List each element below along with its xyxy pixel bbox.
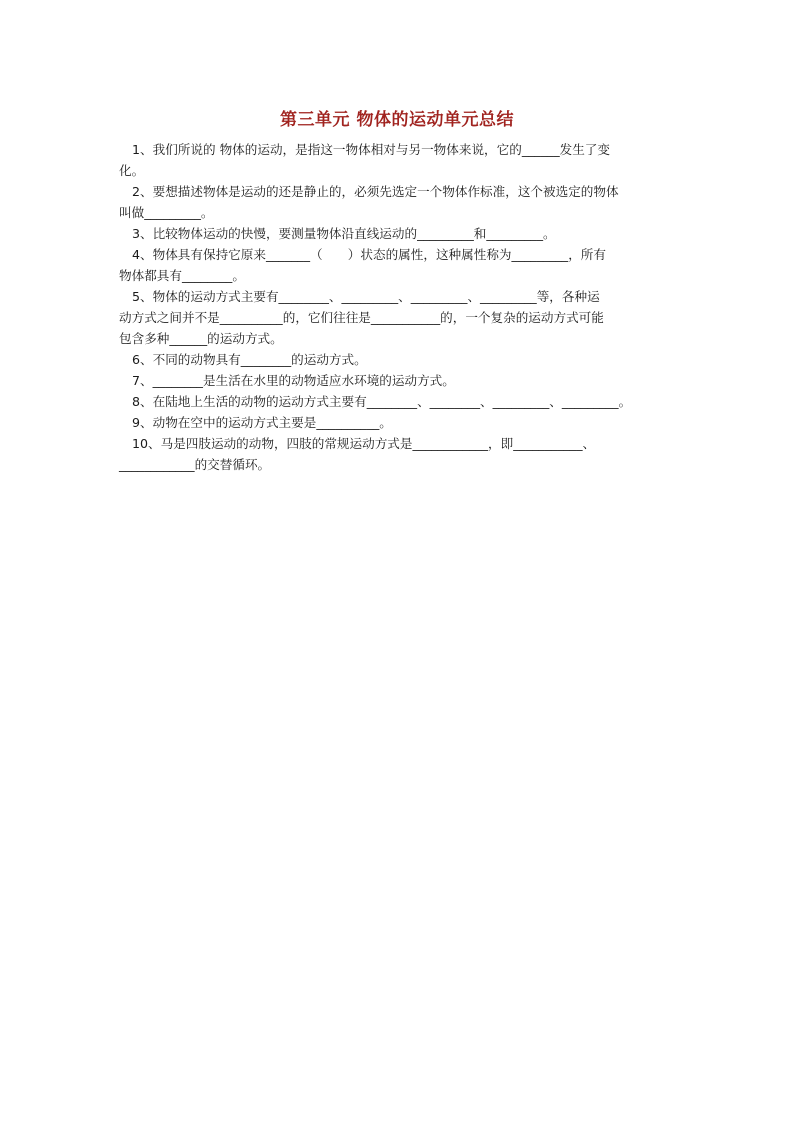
document-title: 第三单元 物体的运动单元总结 (280, 110, 514, 130)
question-4-line-1: 4、物体具有保持它原来_______（ ）状态的属性，这种属性称为_________，所有 (132, 247, 606, 262)
question-1-line-2: 化。 (119, 163, 145, 178)
document-body (119, 139, 679, 475)
question-4-line-2: 物体都具有________。 (119, 268, 245, 283)
question-10-line-2: ____________的交替循环。 (119, 457, 271, 472)
question-2-line-1: 2、要想描述物体是运动的还是静止的，必须先选定一个物体作标准，这个被选定的物体 (132, 184, 619, 199)
question-5-line-2: 动方式之间并不是__________的，它们往往是___________的，一个复杂的运动方式可能 (119, 310, 604, 325)
question-1-line-1: 1、我们所说的 物体的运动，是指这一物体相对与另一物体来说，它的______发生了变 (132, 142, 610, 157)
question-8-line-1: 8、在陆地上生活的动物的运动方式主要有________、________、_________、_________。 (132, 394, 632, 409)
question-2-line-2: 叫做_________。 (119, 205, 214, 220)
question-5-line-3: 包含多种______的运动方式。 (119, 331, 283, 346)
question-10-line-1: 10、马是四肢运动的动物，四肢的常规运动方式是____________，即___________、 (132, 436, 596, 451)
question-5-line-1: 5、物体的运动方式主要有________、_________、_________、_________等，各种运 (132, 289, 600, 304)
question-6-line-1: 6、不同的动物具有________的运动方式。 (132, 352, 367, 367)
question-3-line-1: 3、比较物体运动的快慢，要测量物体沿直线运动的_________和_________。 (132, 226, 556, 241)
question-9-line-1: 9、动物在空中的运动方式主要是__________。 (132, 415, 392, 430)
question-7-line-1: 7、________是生活在水里的动物适应水环境的运动方式。 (132, 373, 455, 388)
